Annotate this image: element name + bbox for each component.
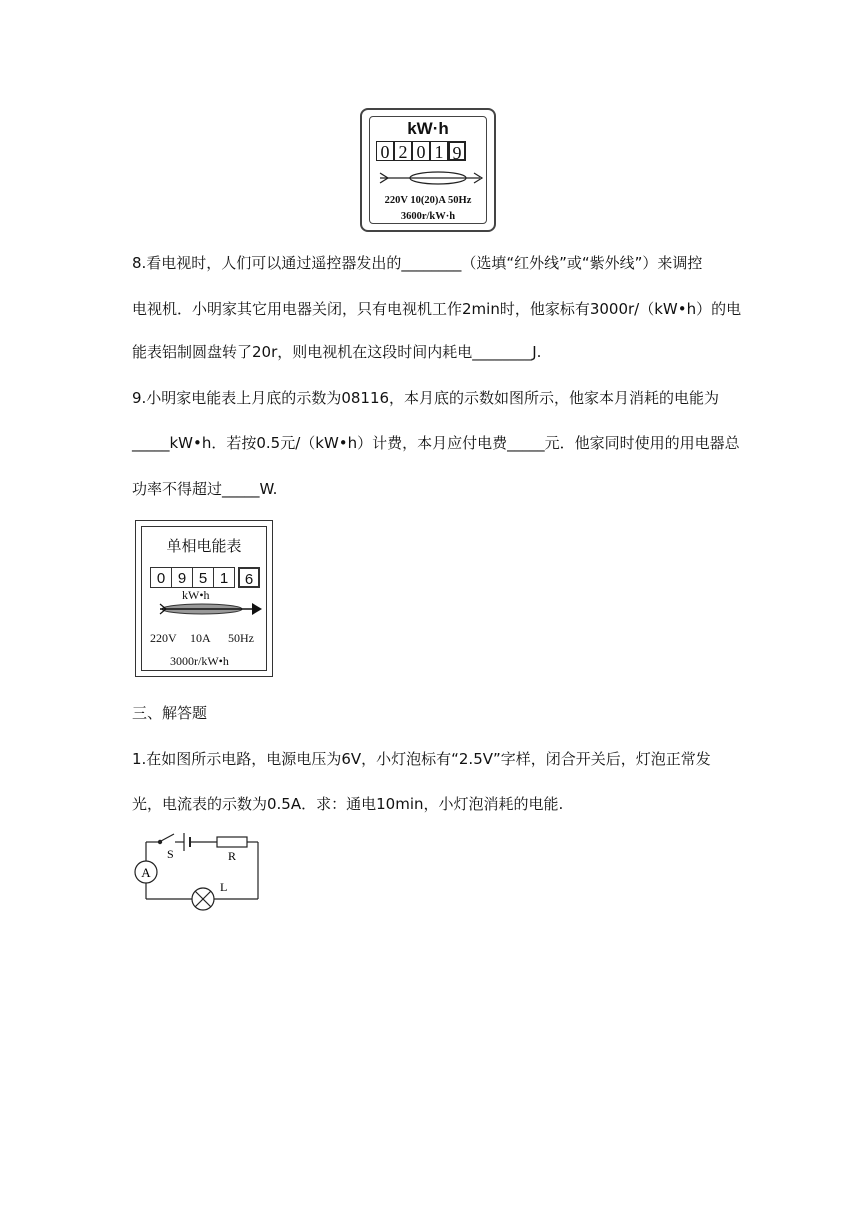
resistor-label: R (228, 849, 237, 863)
meter-voltage: 220V (150, 631, 177, 645)
disc-arrow-icon (376, 167, 488, 189)
meter-digit: 9 (171, 567, 193, 588)
meter-spec: 220V 10(20)A 50Hz (384, 195, 472, 206)
meter-digit: 1 (213, 567, 235, 588)
meter-rate: 3600r/kW·h (400, 211, 456, 222)
question-8-line-1: 8.看电视时，人们可以通过遥控器发出的________（选填“红外线”或“紫外线”）来调控 (132, 254, 703, 272)
meter-digit: 0 (150, 567, 172, 588)
question-9-line-2: _____kW•h．若按0.5元/（kW•h）计费，本月应付电费_____元．他家同时使用的用电器总 (132, 434, 740, 452)
meter-title: 单相电能表 (166, 537, 242, 555)
meter-digit: 5 (192, 567, 214, 588)
lamp-icon (192, 888, 214, 910)
question-1-line-2: 光，电流表的示数为0.5A．求：通电10min，小灯泡消耗的电能. (132, 795, 564, 813)
meter-digit: 2 (394, 141, 412, 161)
meter-unit: kW·h (407, 119, 449, 138)
electric-meter-figure-1 (360, 108, 496, 232)
meter-face (141, 526, 267, 671)
meter-digit-decimal: 6 (238, 567, 260, 588)
switch-label: S (167, 847, 174, 861)
circuit-diagram (130, 825, 265, 915)
electric-meter-figure-2 (135, 520, 273, 677)
meter-current: 10A (190, 631, 211, 645)
meter-unit: kW•h (182, 588, 210, 602)
question-8-line-2: 电视机．小明家其它用电器关闭，只有电视机工作2min时，他家标有3000r/（kW•h）的电 (132, 300, 742, 318)
meter-rate: 3000r/kW•h (170, 654, 229, 668)
meter-digit: 1 (430, 141, 448, 161)
meter-frequency: 50Hz (228, 631, 254, 645)
question-9-line-1: 9.小明家电能表上月底的示数为08116，本月底的示数如图所示，他家本月消耗的电能为 (132, 389, 720, 407)
question-1-line-1: 1.在如图所示电路，电源电压为6V，小灯泡标有“2.5V”字样，闭合开关后，灯泡正常发 (132, 750, 711, 768)
question-9-line-3: 功率不得超过_____W. (132, 480, 278, 498)
question-8-line-3: 能表铝制圆盘转了20r，则电视机在这段时间内耗电________J. (132, 343, 542, 361)
meter-digits (376, 141, 466, 161)
meter-digit: 0 (376, 141, 394, 161)
lamp-label: L (220, 880, 228, 894)
meter-digits (150, 567, 259, 588)
disc-arrow-icon (152, 601, 264, 617)
meter-face (369, 116, 487, 224)
ammeter-label: A (141, 865, 151, 880)
section-heading: 三、解答题 (132, 704, 208, 722)
meter-digit-decimal: 9 (448, 141, 466, 161)
meter-digit: 0 (412, 141, 430, 161)
